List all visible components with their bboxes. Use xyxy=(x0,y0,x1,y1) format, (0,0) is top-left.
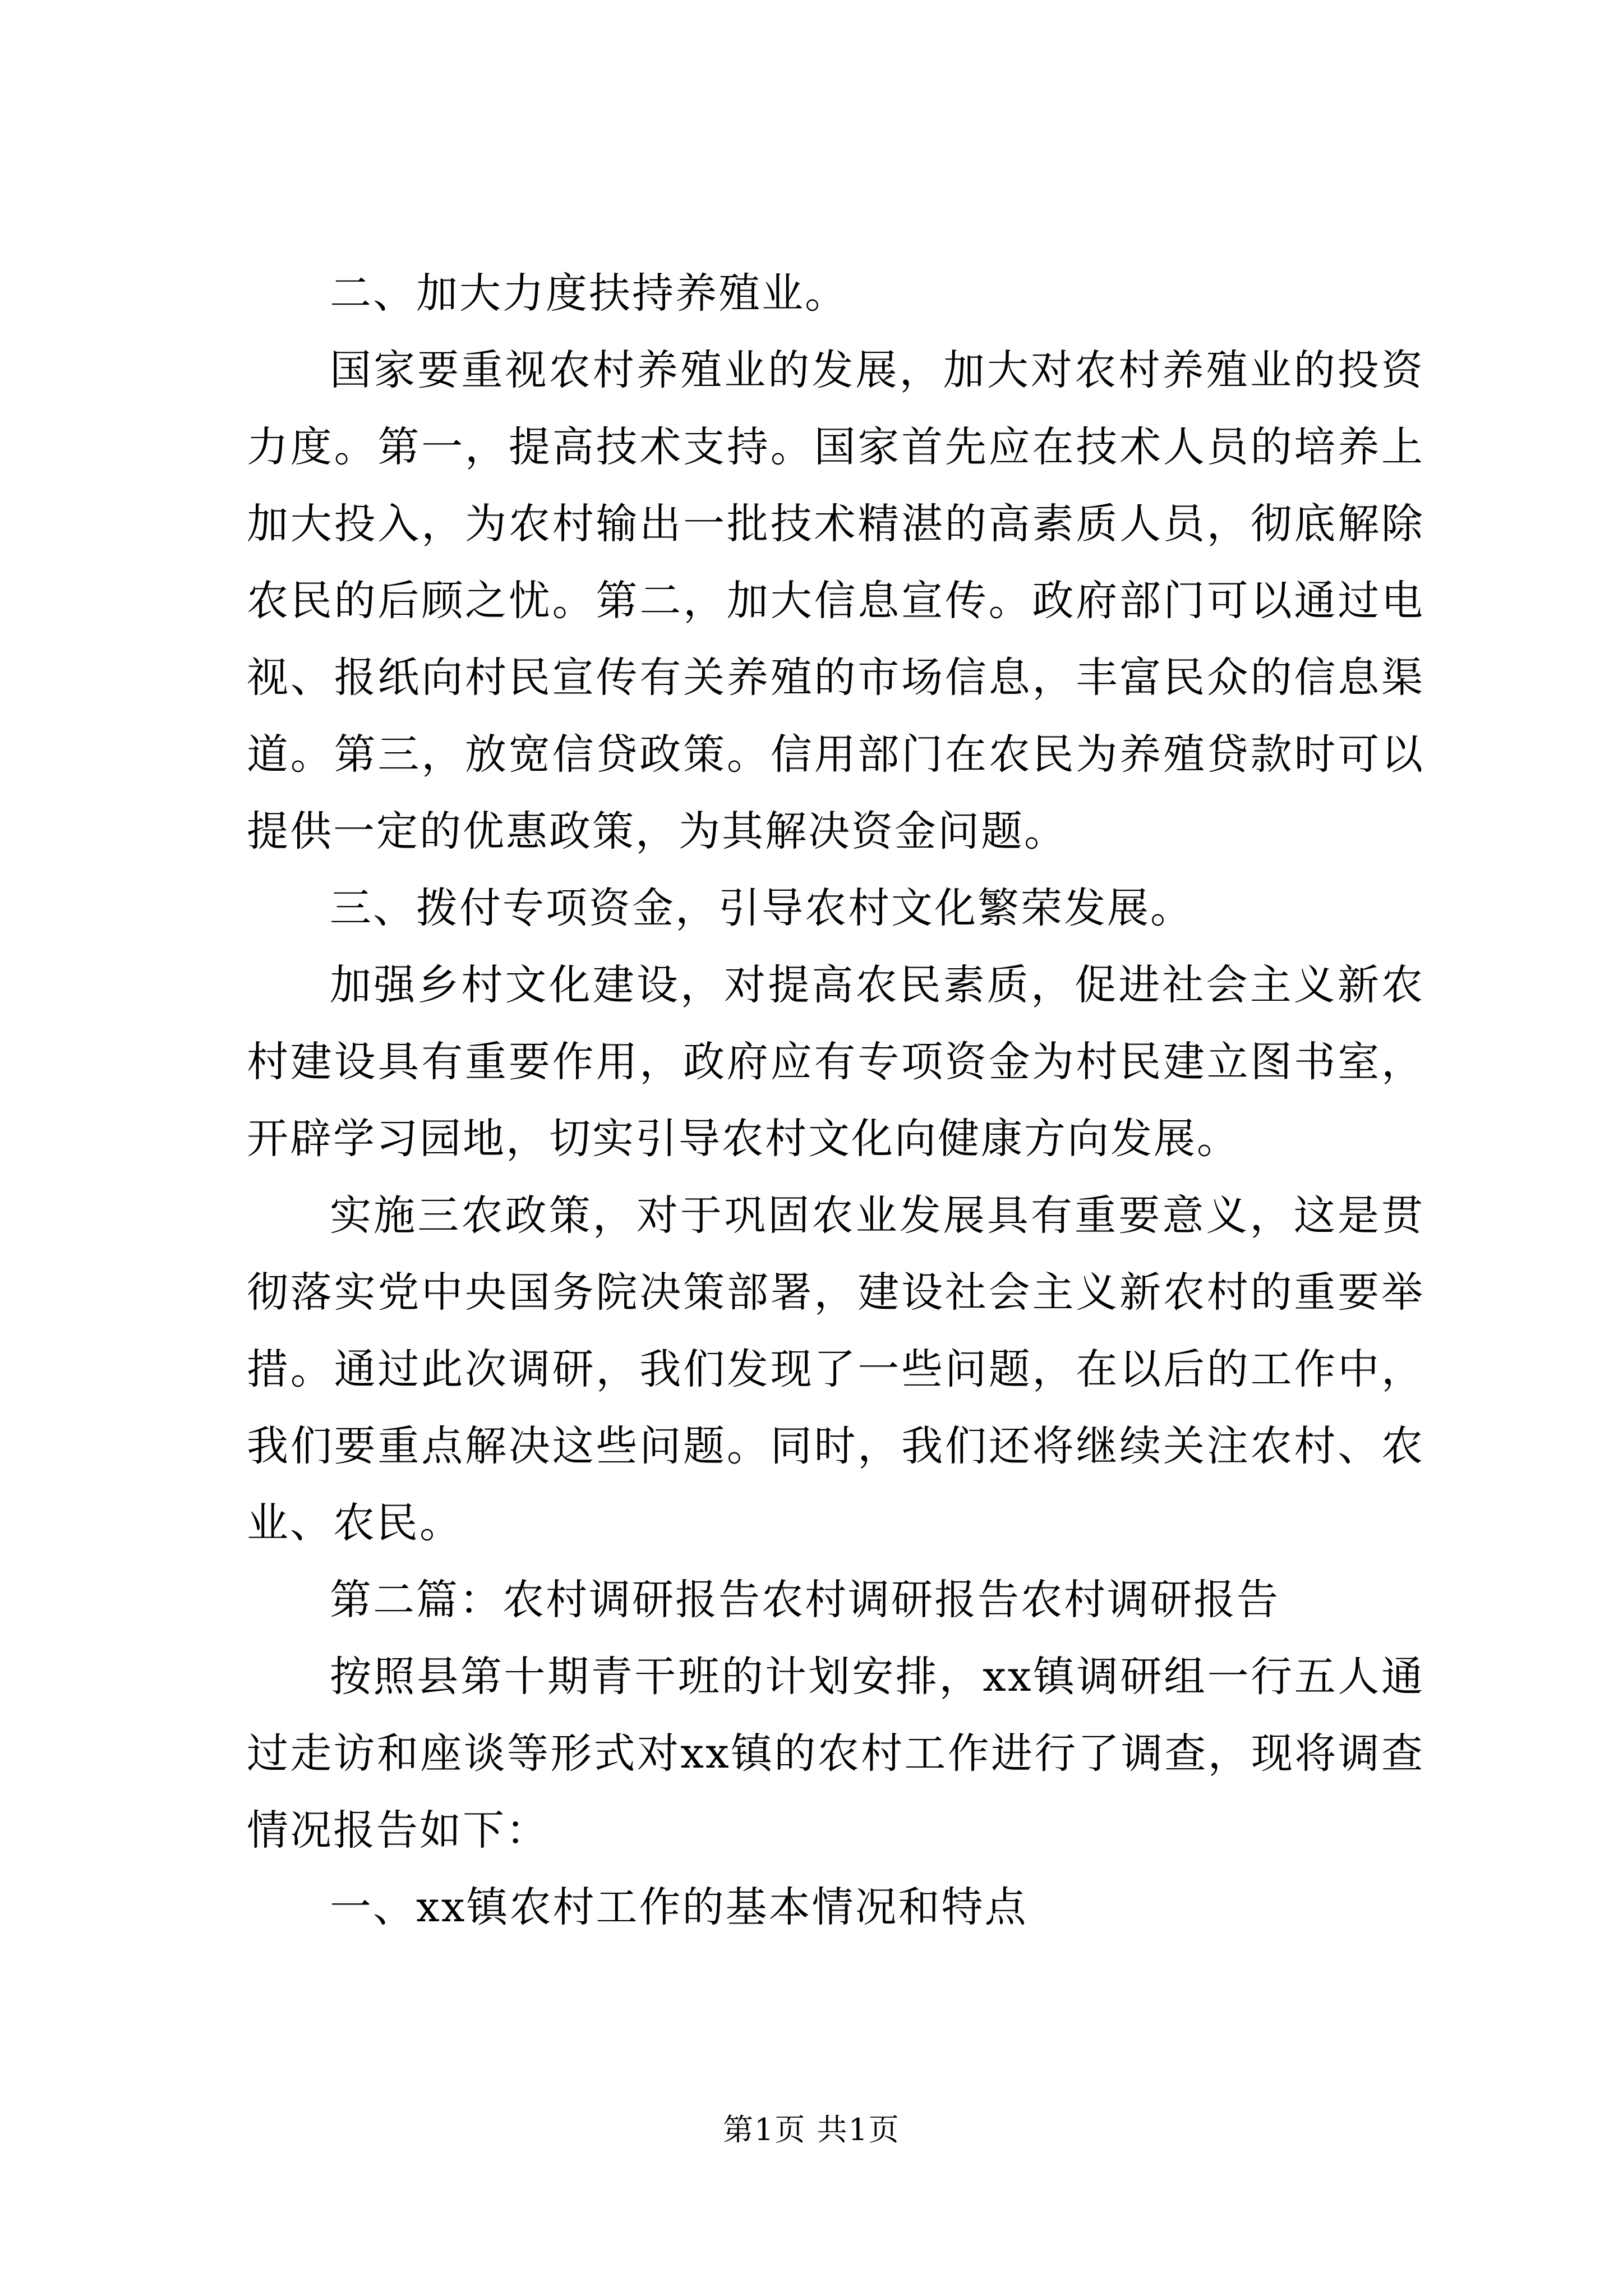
paragraph-intro: 按照县第十期青干班的计划安排，xx镇调研组一行五人通过走访和座谈等形式对xx镇的农村工作进行了调查，现将调查情况报告如下： xyxy=(247,1653,1424,1855)
paragraph-livestock-support: 国家要重视农村养殖业的发展，加大对农村养殖业的投资力度。第一，提高技术支持。国家首先应在技术人员的培养上加大投入，为农村输出一批技术精湛的高素质人员，彻底解除农民的后顾之忧。第二，加大信息宣传。政府部门可以通过电视、报纸向村民宣传有关养殖的市场信息，丰富民众的信息渠道。第三，放宽信贷政策。信用部门在农民为养殖贷款时可以提供一定的优惠政策，为其解决资金问题。 xyxy=(247,346,1424,855)
paragraph-conclusion: 实施三农政策，对于巩固农业发展具有重要意义，这是贯彻落实党中央国务院决策部署，建设社会主义新农村的重要举措。通过此次调研，我们发现了一些问题，在以后的工作中，我们要重点解决这些问题。同时，我们还将继续关注农村、农业、农民。 xyxy=(247,1191,1424,1547)
section-heading-3: 三、拨付专项资金，引导农村文化繁荣发展。 xyxy=(330,884,1193,932)
document-body xyxy=(247,255,1424,1946)
section-heading-2: 二、加大力度扶持养殖业。 xyxy=(330,269,848,318)
paragraph-rural-culture: 加强乡村文化建设，对提高农民素质，促进社会主义新农村建设具有重要作用，政府应有专项资金为村民建立图书室，开辟学习园地，切实引导农村文化向健康方向发展。 xyxy=(247,961,1424,1163)
chapter-title-2: 第二篇：农村调研报告农村调研报告农村调研报告 xyxy=(330,1576,1280,1624)
section-heading-1: 一、xx镇农村工作的基本情况和特点 xyxy=(330,1883,1028,1931)
page-footer: 第1页 共1页 xyxy=(723,2112,900,2147)
